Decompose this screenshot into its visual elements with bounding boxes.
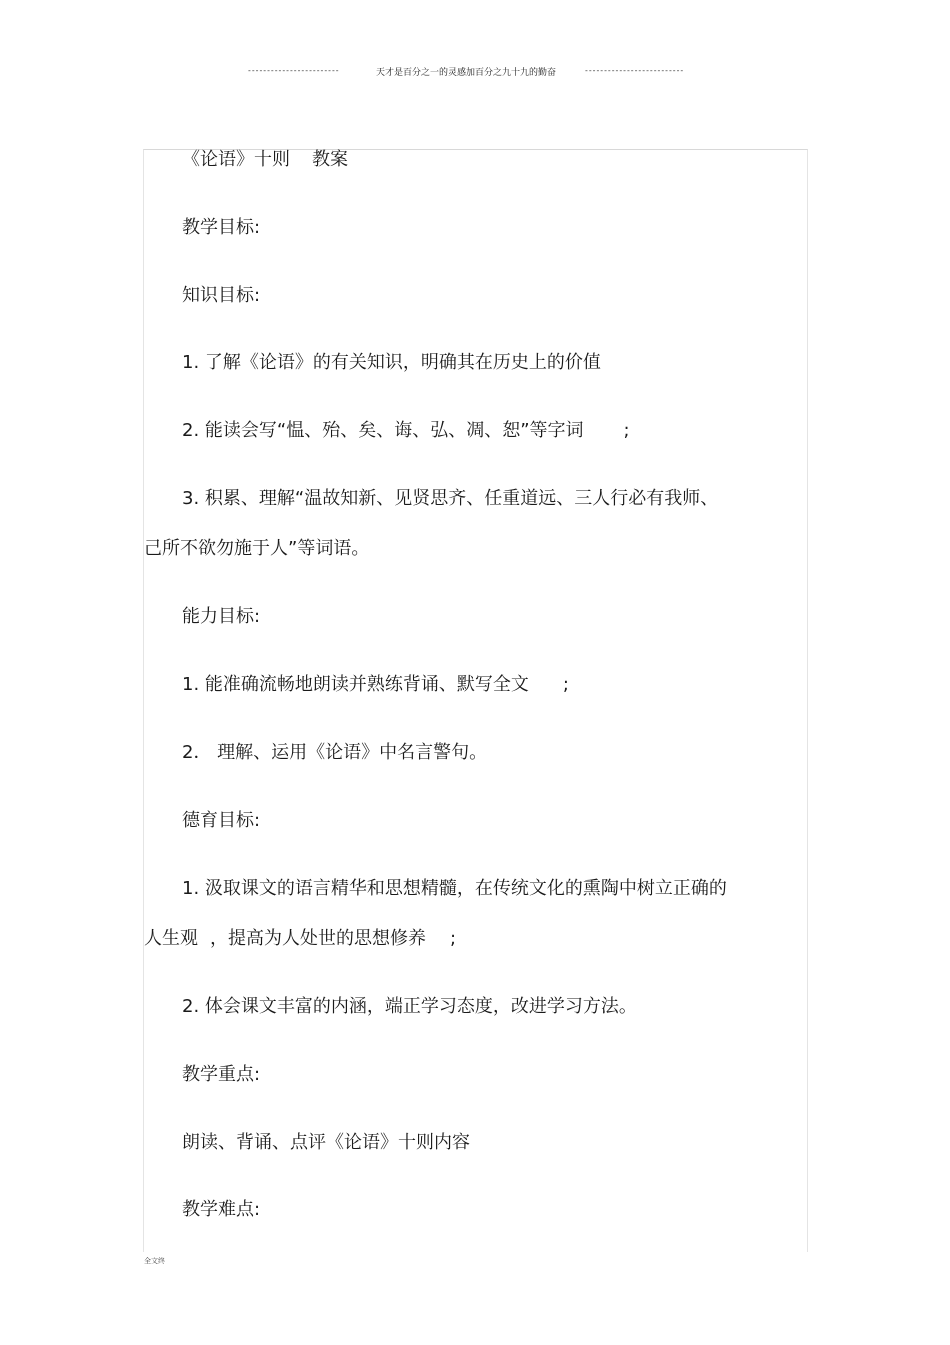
title-main: 《论语》十则: [182, 149, 290, 170]
knowledge-item-2-text: 2. 能读会写“愠、殆、矣、诲、弘、凋、恕”等字词: [182, 420, 584, 441]
heading-ability-goals: 能力目标:: [182, 606, 261, 627]
knowledge-item-3-line2: 己所不欲勿施于人”等词语。: [144, 538, 370, 559]
knowledge-item-2: [182, 419, 630, 443]
heading-moral-goals: 德育目标:: [182, 810, 261, 831]
header-left-rule: ------------------------: [247, 66, 339, 75]
moral-item-1-line2-end: ;: [450, 928, 457, 949]
knowledge-item-1: 1. 了解《论语》的有关知识，明确其在历史上的价值: [182, 352, 601, 373]
header-right-rule: --------------------------: [584, 66, 684, 75]
moral-item-1-line1: 1. 汲取课文的语言精华和思想精髓，在传统文化的熏陶中树立正确的: [182, 878, 727, 899]
moral-item-2: 2. 体会课文丰富的内涵，端正学习态度，改进学习方法。: [182, 996, 637, 1017]
ability-item-1-text: 1. 能准确流畅地朗读并熟练背诵、默写全文: [182, 674, 529, 695]
knowledge-item-2-end: ;: [623, 420, 630, 441]
heading-difficulties: 教学难点:: [182, 1199, 261, 1220]
heading-teaching-goals: 教学目标:: [182, 217, 261, 238]
header-motto: 天才是百分之一的灵感加百分之九十九的勤奋: [376, 68, 557, 78]
ability-item-1-end: ;: [562, 674, 569, 695]
document-title: [182, 148, 348, 172]
heading-knowledge-goals: 知识目标:: [182, 285, 261, 306]
key-points-content: 朗读、背诵、点评《论语》十则内容: [182, 1132, 470, 1153]
moral-item-1-line2-part-a: 人生观: [144, 928, 198, 949]
page-header: [0, 66, 950, 82]
heading-key-points: 教学重点:: [182, 1064, 261, 1085]
moral-item-1-line2-part-b: ，提高为人处世的思想修养: [210, 928, 426, 949]
ability-item-1: [182, 673, 569, 697]
knowledge-item-3-line1: 3. 积累、理解“温故知新、见贤思齐、任重道远、三人行必有我师、: [182, 488, 719, 509]
ability-item-2: 2． 理解、运用《论语》中名言警句。: [182, 742, 488, 763]
page-footer: 全文终: [144, 1257, 165, 1265]
moral-item-1-line2: [144, 927, 456, 951]
title-suffix: 教案: [312, 149, 348, 170]
